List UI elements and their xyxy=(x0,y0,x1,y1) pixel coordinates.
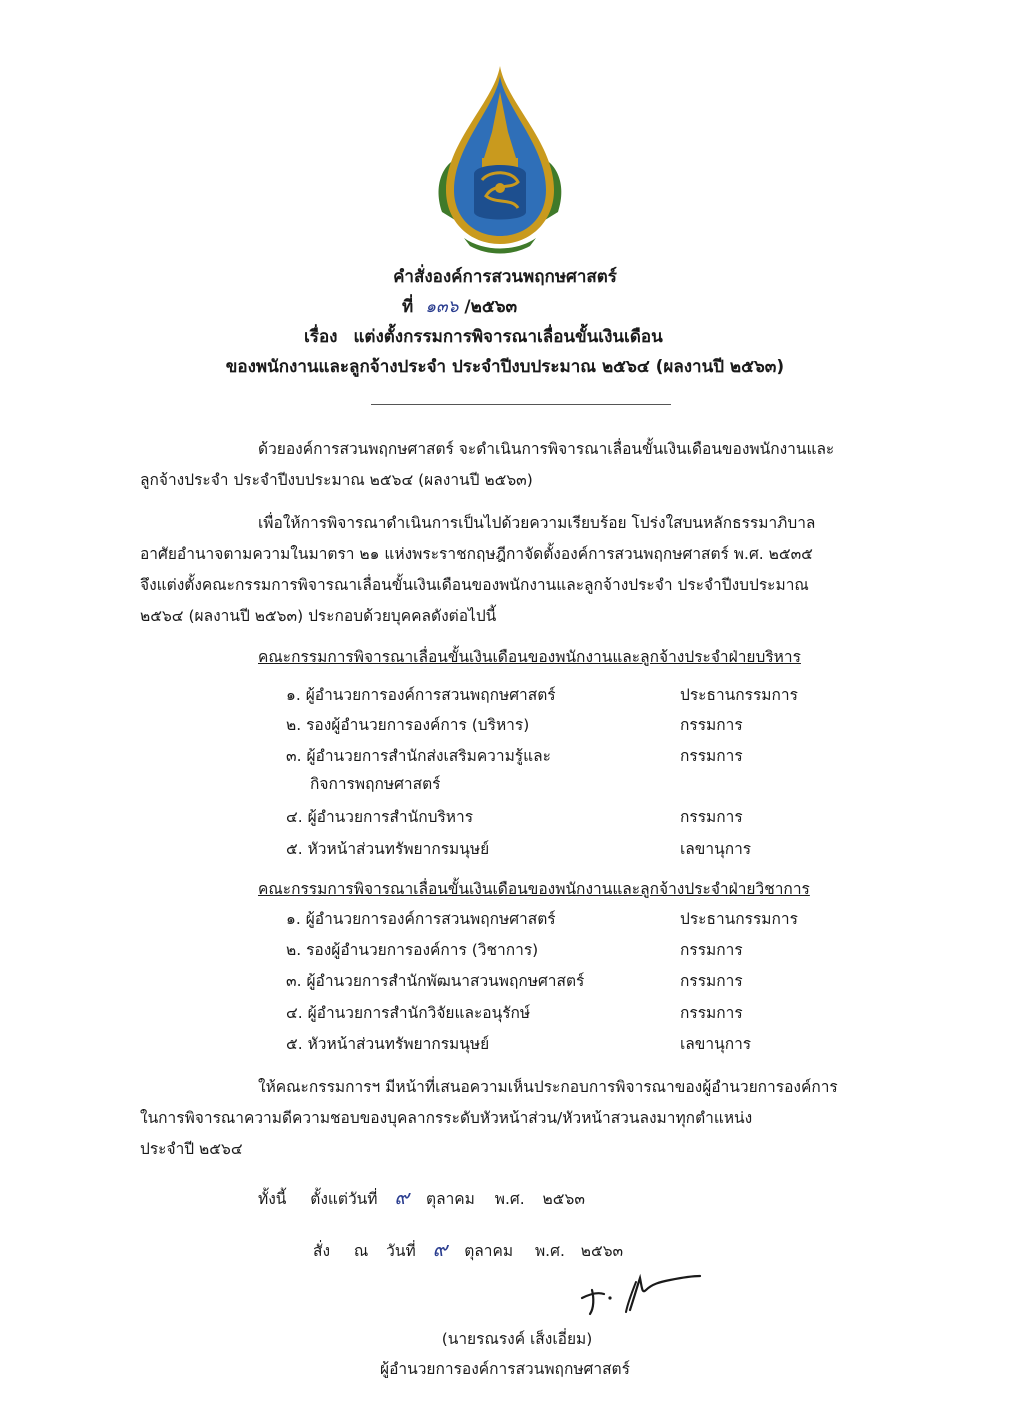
signer-name: (นายรณรงค์ เส็งเอี่ยม) xyxy=(441,1330,593,1348)
paragraph-line: ด้วยองค์การสวนพฤกษศาสตร์ จะดำเนินการพิจารณาเลื่อนขั้นเงินเดือนของพนักงานและ xyxy=(258,440,835,458)
member-position: ๒. รองผู้อำนวยการองค์การ (วิชาการ) xyxy=(286,941,539,959)
effective-prefix: ทั้งนี้ xyxy=(258,1190,287,1208)
royal-emblem-logo-icon xyxy=(424,62,576,264)
member-role: กรรมการ xyxy=(680,808,743,826)
member-position: ๓. ผู้อำนวยการสำนักพัฒนาสวนพฤกษศาสตร์ xyxy=(286,972,585,990)
paragraph-line: เพื่อให้การพิจารณาดำเนินการเป็นไปด้วยความเรียบร้อย โปร่งใสบนหลักธรรมาภิบาล xyxy=(258,514,816,532)
subject-label: เรื่อง xyxy=(304,327,338,347)
paragraph-line: จึงแต่งตั้งคณะกรรมการพิจารณาเลื่อนขั้นเงินเดือนของพนักงานและลูกจ้างประจำ ประจำปีงบประมาณ xyxy=(140,576,809,594)
effective-day: ๙ xyxy=(394,1185,410,1209)
ordered-date xyxy=(313,1238,623,1262)
ordered-month: ตุลาคม xyxy=(464,1242,514,1260)
member-position: ๔. ผู้อำนวยการสำนักวิจัยและอนุรักษ์ xyxy=(286,1004,531,1022)
member-role: ประธานกรรมการ xyxy=(680,910,798,928)
effective-date xyxy=(258,1186,585,1210)
order-title: คำสั่งองค์การสวนพฤกษศาสตร์ xyxy=(393,267,617,287)
effective-from-label: ตั้งแต่วันที่ xyxy=(310,1190,378,1208)
member-position: ๔. ผู้อำนวยการสำนักบริหาร xyxy=(286,808,474,826)
member-role: กรรมการ xyxy=(680,716,743,734)
ordered-era: พ.ศ. xyxy=(534,1242,565,1260)
order-number-year: /๒๕๖๓ xyxy=(464,297,518,317)
member-role: กรรมการ xyxy=(680,747,743,765)
member-position-cont: กิจการพฤกษศาสตร์ xyxy=(310,775,441,793)
committee-heading-admin: คณะกรรมการพิจารณาเลื่อนขั้นเงินเดือนของพนักงานและลูกจ้างประจำฝ่ายบริหาร xyxy=(258,648,801,666)
order-number-label: ที่ xyxy=(402,297,414,317)
signature-icon xyxy=(576,1268,706,1318)
subject-line xyxy=(304,326,663,348)
member-role: เลขานุการ xyxy=(680,1035,752,1053)
paragraph-line: อาศัยอำนาจตามความในมาตรา ๒๑ แห่งพระราชกฤษฎีกาจัดตั้งองค์การสวนพฤกษศาสตร์ พ.ศ. ๒๕๓๕ xyxy=(140,545,813,563)
ordered-at-label: ณ xyxy=(353,1242,369,1260)
member-role: กรรมการ xyxy=(680,972,743,990)
member-role: กรรมการ xyxy=(680,941,743,959)
ordered-prefix: สั่ง xyxy=(313,1242,331,1260)
paragraph-line: ประจำปี ๒๕๖๔ xyxy=(140,1140,243,1158)
ordered-day: ๙ xyxy=(432,1237,448,1261)
member-position: ๑. ผู้อำนวยการองค์การสวนพฤกษศาสตร์ xyxy=(286,910,556,928)
authority-paragraph xyxy=(140,508,900,632)
effective-era: พ.ศ. xyxy=(494,1190,525,1208)
paragraph-line: ลูกจ้างประจำ ประจำปีงบประมาณ ๒๕๖๔ (ผลงานปี ๒๕๖๓) xyxy=(140,471,533,489)
paragraph-line: ในการพิจารณาความดีความชอบของบุคลากรระดับหัวหน้าส่วน/หัวหน้าสวนลงมาทุกตำแหน่ง xyxy=(140,1109,753,1127)
member-role: เลขานุการ xyxy=(680,840,752,858)
effective-month: ตุลาคม xyxy=(426,1190,475,1208)
ordered-year: ๒๕๖๓ xyxy=(580,1242,624,1260)
subject-text: แต่งตั้งกรรมการพิจารณาเลื่อนขั้นเงินเดือน xyxy=(353,327,663,347)
duty-paragraph xyxy=(140,1072,900,1165)
member-position: ๓. ผู้อำนวยการสำนักส่งเสริมความรู้และ xyxy=(286,747,551,765)
intro-paragraph xyxy=(140,434,900,496)
member-position: ๕. หัวหน้าส่วนทรัพยากรมนุษย์ xyxy=(286,840,490,858)
divider xyxy=(371,404,671,405)
committee-heading-academic: คณะกรรมการพิจารณาเลื่อนขั้นเงินเดือนของพนักงานและลูกจ้างประจำฝ่ายวิชาการ xyxy=(258,880,810,898)
member-position: ๒. รองผู้อำนวยการองค์การ (บริหาร) xyxy=(286,716,530,734)
order-number-handwritten: ๑๓๖ xyxy=(425,297,459,317)
member-position: ๑. ผู้อำนวยการองค์การสวนพฤกษศาสตร์ xyxy=(286,686,556,704)
order-number xyxy=(402,296,517,318)
effective-year: ๒๕๖๓ xyxy=(542,1190,585,1208)
member-role: ประธานกรรมการ xyxy=(680,686,798,704)
member-position: ๕. หัวหน้าส่วนทรัพยากรมนุษย์ xyxy=(286,1035,490,1053)
ordered-date-label: วันที่ xyxy=(386,1242,416,1260)
signer-title: ผู้อำนวยการองค์การสวนพฤกษศาสตร์ xyxy=(380,1360,630,1378)
paragraph-line: ให้คณะกรรมการฯ มีหน้าที่เสนอความเห็นประกอบการพิจารณาของผู้อำนวยการองค์การ xyxy=(258,1078,838,1096)
member-role: กรรมการ xyxy=(680,1004,743,1022)
paragraph-line: ๒๕๖๔ (ผลงานปี ๒๕๖๓) ประกอบด้วยบุคคลดังต่อไปนี้ xyxy=(140,607,497,625)
subject-line-2: ของพนักงานและลูกจ้างประจำ ประจำปีงบประมาณ ๒๕๖๔ (ผลงานปี ๒๕๖๓) xyxy=(225,357,785,377)
